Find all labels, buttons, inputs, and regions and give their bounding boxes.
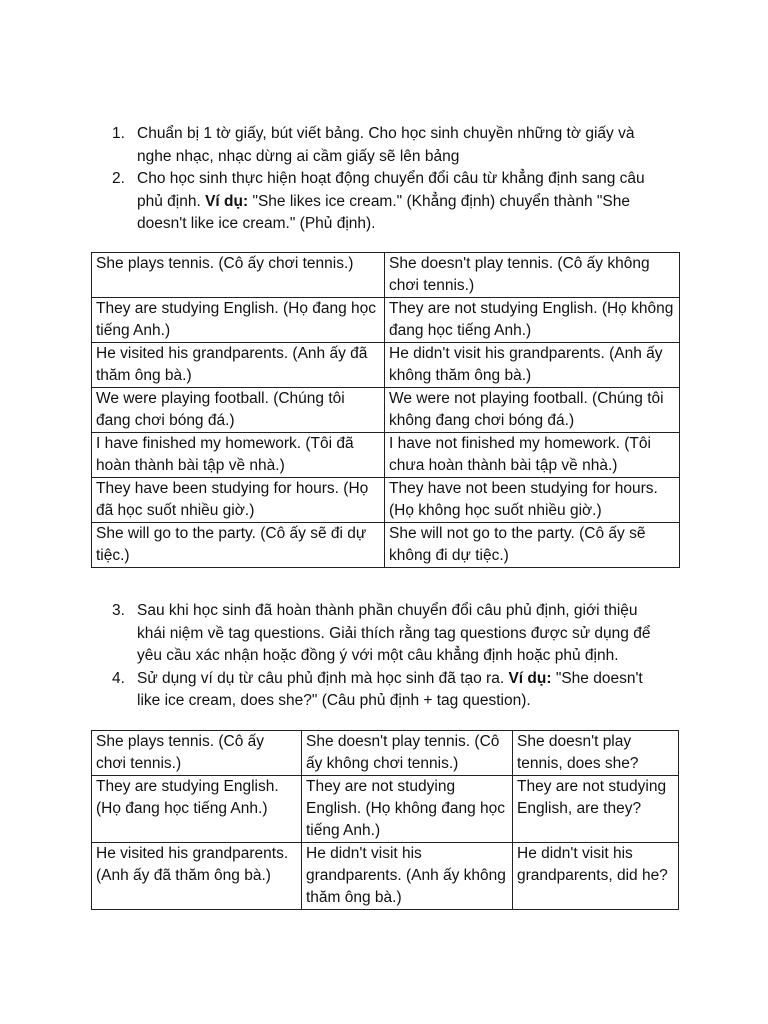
table-row (92, 731, 679, 776)
list-item-text: Sau khi học sinh đã hoàn thành phần chuyển đổi câu phủ định, giới thiệu khái niệm về tag questions. Giải thích rằng tag questions được sử dụng để yêu cầu xác nhận hoặc đồng ý với một câu khẳng định hoặc phủ định. (137, 602, 651, 664)
table-cell: She doesn't play tennis, does she? (513, 731, 679, 776)
table-cell: She will not go to the party. (Cô ấy sẽ không đi dự tiệc.) (385, 523, 680, 568)
table-cell: They are studying English. (Họ đang học tiếng Anh.) (92, 776, 302, 843)
table-row (92, 523, 680, 568)
table-cell: She doesn't play tennis. (Cô ấy không chơi tennis.) (385, 253, 680, 298)
table-cell: I have finished my homework. (Tôi đã hoàn thành bài tập về nhà.) (92, 433, 385, 478)
example-label: Ví dụ: (508, 669, 552, 687)
list-number: 2. (112, 170, 125, 187)
list-item-text: Chuẩn bị 1 tờ giấy, bút viết bảng. Cho học sinh chuyền những tờ giấy và nghe nhạc, nhạc dừng ai cầm giấy sẽ lên bảng (137, 125, 635, 165)
table-cell: He visited his grandparents. (Anh ấy đã thăm ông bà.) (92, 843, 302, 910)
list-item-text: "She likes ice cream." (Khẳng định) chuyển thành "She doesn't like ice cream." (Phủ định). (137, 192, 630, 232)
table-cell: He didn't visit his grandparents. (Anh ấy không thăm ông bà.) (302, 843, 513, 910)
list-number: 1. (112, 125, 125, 142)
table-cell: She plays tennis. (Cô ấy chơi tennis.) (92, 253, 385, 298)
table-row (92, 253, 680, 298)
list-number: 3. (112, 602, 125, 619)
table-row (92, 298, 680, 343)
table-row (92, 388, 680, 433)
table-row (92, 343, 680, 388)
table-cell: He visited his grandparents. (Anh ấy đã thăm ông bà.) (92, 343, 385, 388)
tag-question-table (91, 730, 679, 910)
table-row (92, 433, 680, 478)
list-item-text: Sử dụng ví dụ từ câu phủ định mà học sinh đã tạo ra. (137, 669, 509, 687)
table-cell: She doesn't play tennis. (Cô ấy không chơi tennis.) (302, 731, 513, 776)
table-cell: I have not finished my homework. (Tôi chưa hoàn thành bài tập về nhà.) (385, 433, 680, 478)
table-cell: He didn't visit his grandparents. (Anh ấy không thăm ông bà.) (385, 343, 680, 388)
table-cell: We were playing football. (Chúng tôi đang chơi bóng đá.) (92, 388, 385, 433)
table-cell: She will go to the party. (Cô ấy sẽ đi dự tiệc.) (92, 523, 385, 568)
list-item-text: Cho học sinh thực hiện hoạt động chuyển đổi câu từ khẳng định sang câu phủ định. (137, 170, 645, 210)
list-item (0, 668, 768, 713)
instruction-list-2 (0, 600, 768, 713)
table-cell: They are not studying English, are they? (513, 776, 679, 843)
table-row (92, 843, 679, 910)
table-cell: They are not studying English. (Họ không đang học tiếng Anh.) (385, 298, 680, 343)
table-cell: They are studying English. (Họ đang học tiếng Anh.) (92, 298, 385, 343)
list-item-text: "She doesn't like ice cream, does she?" (Câu phủ định + tag question). (137, 669, 643, 709)
affirmative-negative-table (91, 252, 680, 568)
table-row (92, 776, 679, 843)
table-cell: They have not been studying for hours. (Họ không học suốt nhiều giờ.) (385, 478, 680, 523)
table-cell: They have been studying for hours. (Họ đã học suốt nhiều giờ.) (92, 478, 385, 523)
table-cell: He didn't visit his grandparents, did he? (513, 843, 679, 910)
instruction-list-1 (0, 123, 768, 236)
list-item (0, 123, 768, 168)
list-number: 4. (112, 669, 125, 687)
list-item (0, 168, 768, 236)
example-label: Ví dụ: (205, 192, 249, 210)
table-row (92, 478, 680, 523)
table-cell: She plays tennis. (Cô ấy chơi tennis.) (92, 731, 302, 776)
list-item (0, 600, 768, 668)
table-cell: We were not playing football. (Chúng tôi không đang chơi bóng đá.) (385, 388, 680, 433)
table-cell: They are not studying English. (Họ không đang học tiếng Anh.) (302, 776, 513, 843)
